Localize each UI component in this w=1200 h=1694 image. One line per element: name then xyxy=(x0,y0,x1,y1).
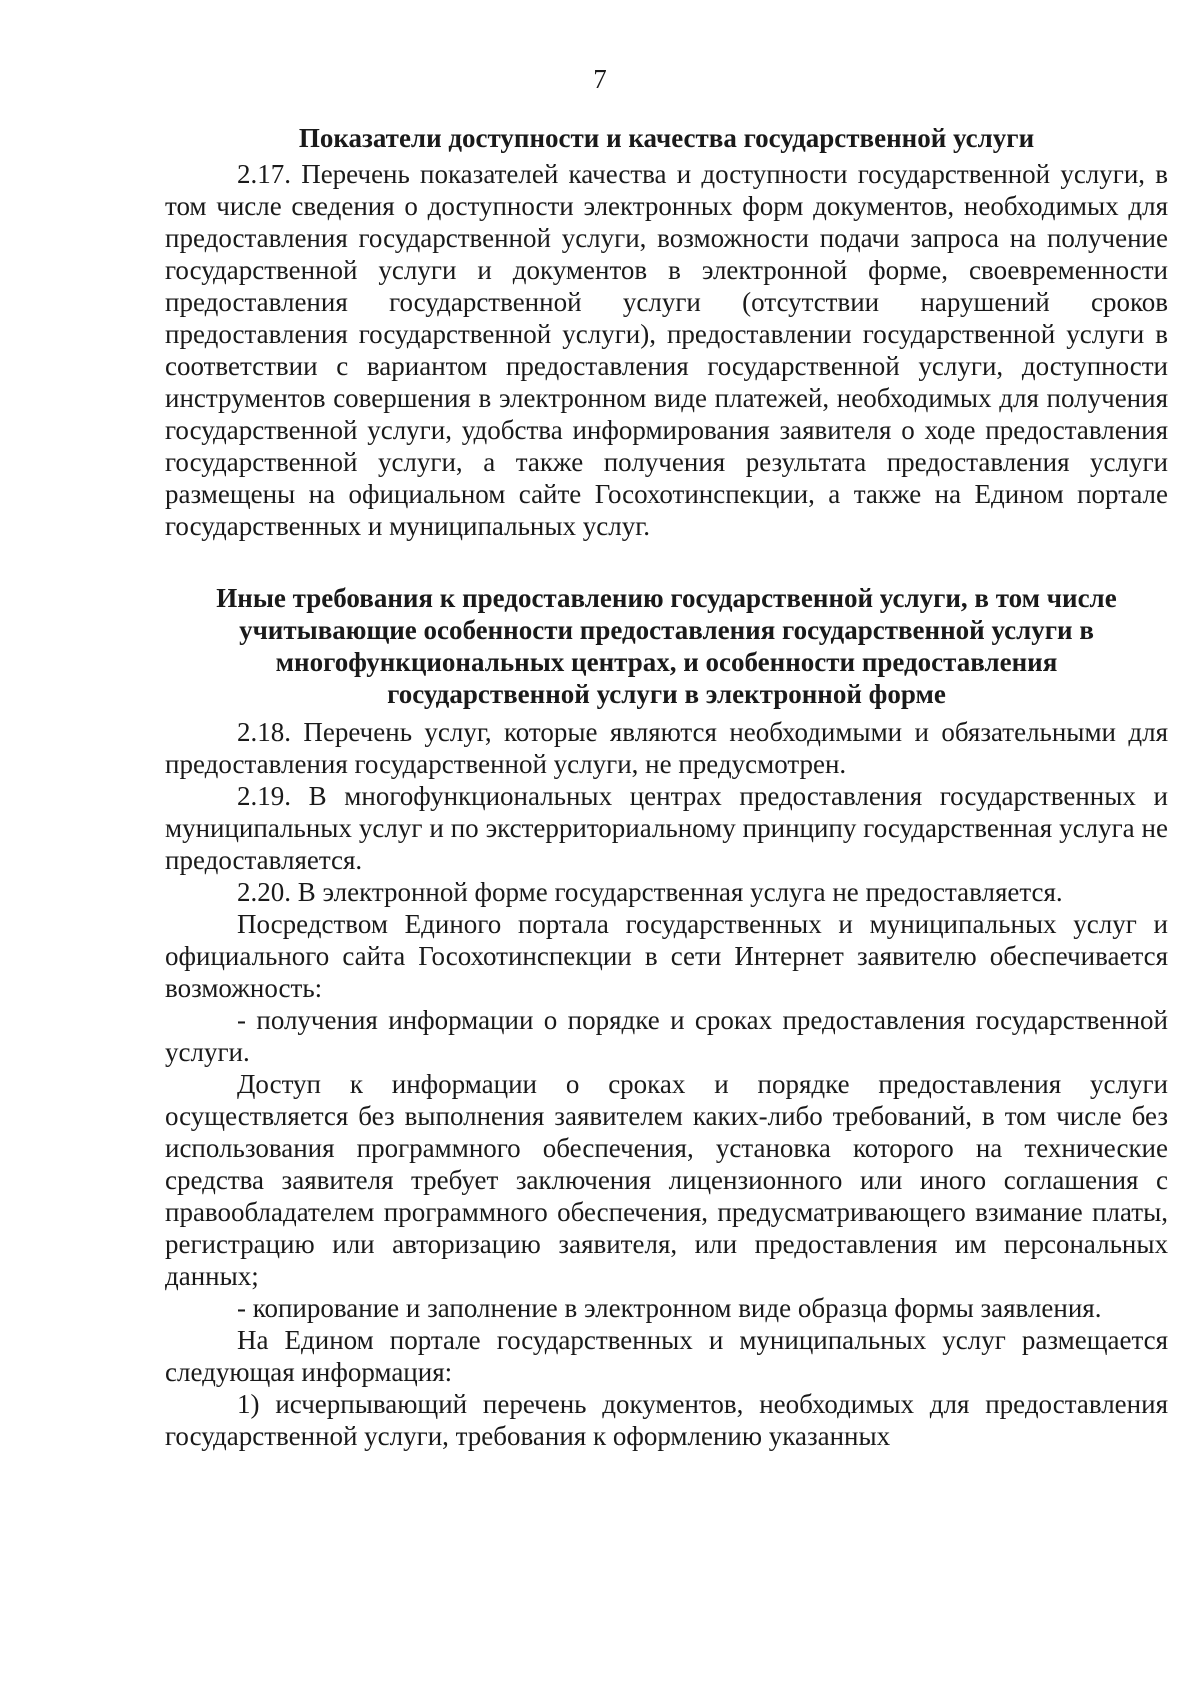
list-item-copy: - копирование и заполнение в электронном виде образца формы заявления. xyxy=(237,1293,1102,1323)
paragraph-2-17: 2.17. Перечень показателей качества и доступности государственной услуги, в том числе сведения о доступности электронных форм документов, необходимых для предоставления государственной услуги, возможности подачи запроса на получение государственной услуги и документов в электронной форме, своевременности предоставления государственной услуги (отсутствии нарушений сроков предоставления государственной услуги), предоставлении государственной услуги в соответствии с вариантом предоставления государственной услуги, доступности инструментов совершения в электронном виде платежей, необходимых для получения государственной услуги, удобства информирования заявителя о ходе предоставления государственной услуги, а также получения результата предоставления услуги размещены на официальном сайте Госохотинспекции, а также на Едином портале государственных и муниципальных услуг. xyxy=(165,159,1168,541)
page-number: 7 xyxy=(593,64,607,94)
section-heading-other-requirements: Иные требования к предоставлению государственной услуги, в том числе учитывающие особенности предоставления государственной услуги в многофункциональных центрах, и особенности предоставления государственной услуги в электронной форме xyxy=(216,583,1117,709)
list-item-1: 1) исчерпывающий перечень документов, необходимых для предоставления государственной услуги, требования к оформлению указанных xyxy=(165,1389,1168,1451)
section-heading-accessibility: Показатели доступности и качества государственной услуги xyxy=(298,123,1035,153)
list-item-info: - получения информации о порядке и сроках предоставления государственной услуги. xyxy=(165,1005,1168,1067)
paragraph-placed-info: На Едином портале государственных и муниципальных услуг размещается следующая информация: xyxy=(165,1325,1168,1387)
paragraph-portal-possibility: Посредством Единого портала государственных и муниципальных услуг и официального сайта Госохотинспекции в сети Интернет заявителю обеспечивается возможность: xyxy=(165,909,1168,1003)
paragraph-2-19: 2.19. В многофункциональных центрах предоставления государственных и муниципальных услуг и по экстерриториальному принципу государственная услуга не предоставляется. xyxy=(165,781,1168,875)
paragraph-2-18: 2.18. Перечень услуг, которые являются необходимыми и обязательными для предоставления государственной услуги, не предусмотрен. xyxy=(165,717,1168,779)
paragraph-2-20: 2.20. В электронной форме государственная услуга не предоставляется. xyxy=(237,877,1063,907)
page-content xyxy=(165,122,1168,1452)
paragraph-access: Доступ к информации о сроках и порядке предоставления услуги осуществляется без выполнения заявителем каких-либо требований, в том числе без использования программного обеспечения, установка которого на технические средства заявителя требует заключения лицензионного или иного соглашения с правообладателем программного обеспечения, предусматривающего взимание платы, регистрацию или авторизацию заявителя, или предоставления им персональных данных; xyxy=(165,1069,1168,1291)
